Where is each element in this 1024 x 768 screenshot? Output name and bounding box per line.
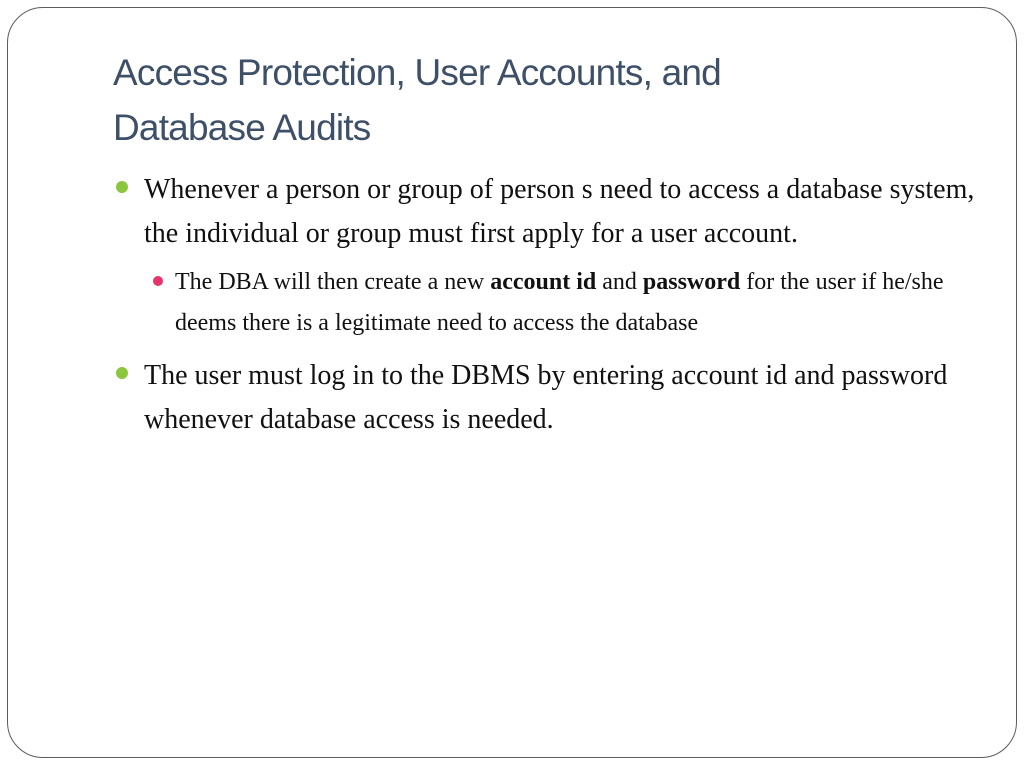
green-bullet-icon	[116, 367, 128, 379]
bullet-text-2: The user must log in to the DBMS by entering account id and password whenever database access is needed.	[144, 360, 948, 435]
sub-bullet-text-part-1: The DBA will then create a new	[175, 269, 491, 295]
title-line-1: Access Protection, User Accounts, and	[113, 52, 721, 93]
sub-bullet-bold-account-id: account id	[490, 269, 597, 295]
bullet-list	[115, 168, 975, 448]
green-bullet-icon	[116, 181, 128, 193]
sub-bullet-bold-password: password	[642, 269, 741, 295]
sub-bullet-text-part-2: and	[596, 269, 643, 295]
slide-title	[113, 45, 933, 155]
sub-bullet-item-1	[145, 262, 975, 344]
sub-bullet-text-part-3: for the user if he/she deems there is a legitimate need to access the database	[175, 269, 944, 336]
pink-bullet-icon	[153, 276, 163, 286]
bullet-text-1: Whenever a person or group of person s need to access a database system, the individual or group must first apply for a user account.	[144, 174, 975, 249]
bullet-item-2	[115, 354, 975, 442]
bullet-item-1	[115, 168, 975, 256]
title-line-2: Database Audits	[113, 107, 371, 148]
